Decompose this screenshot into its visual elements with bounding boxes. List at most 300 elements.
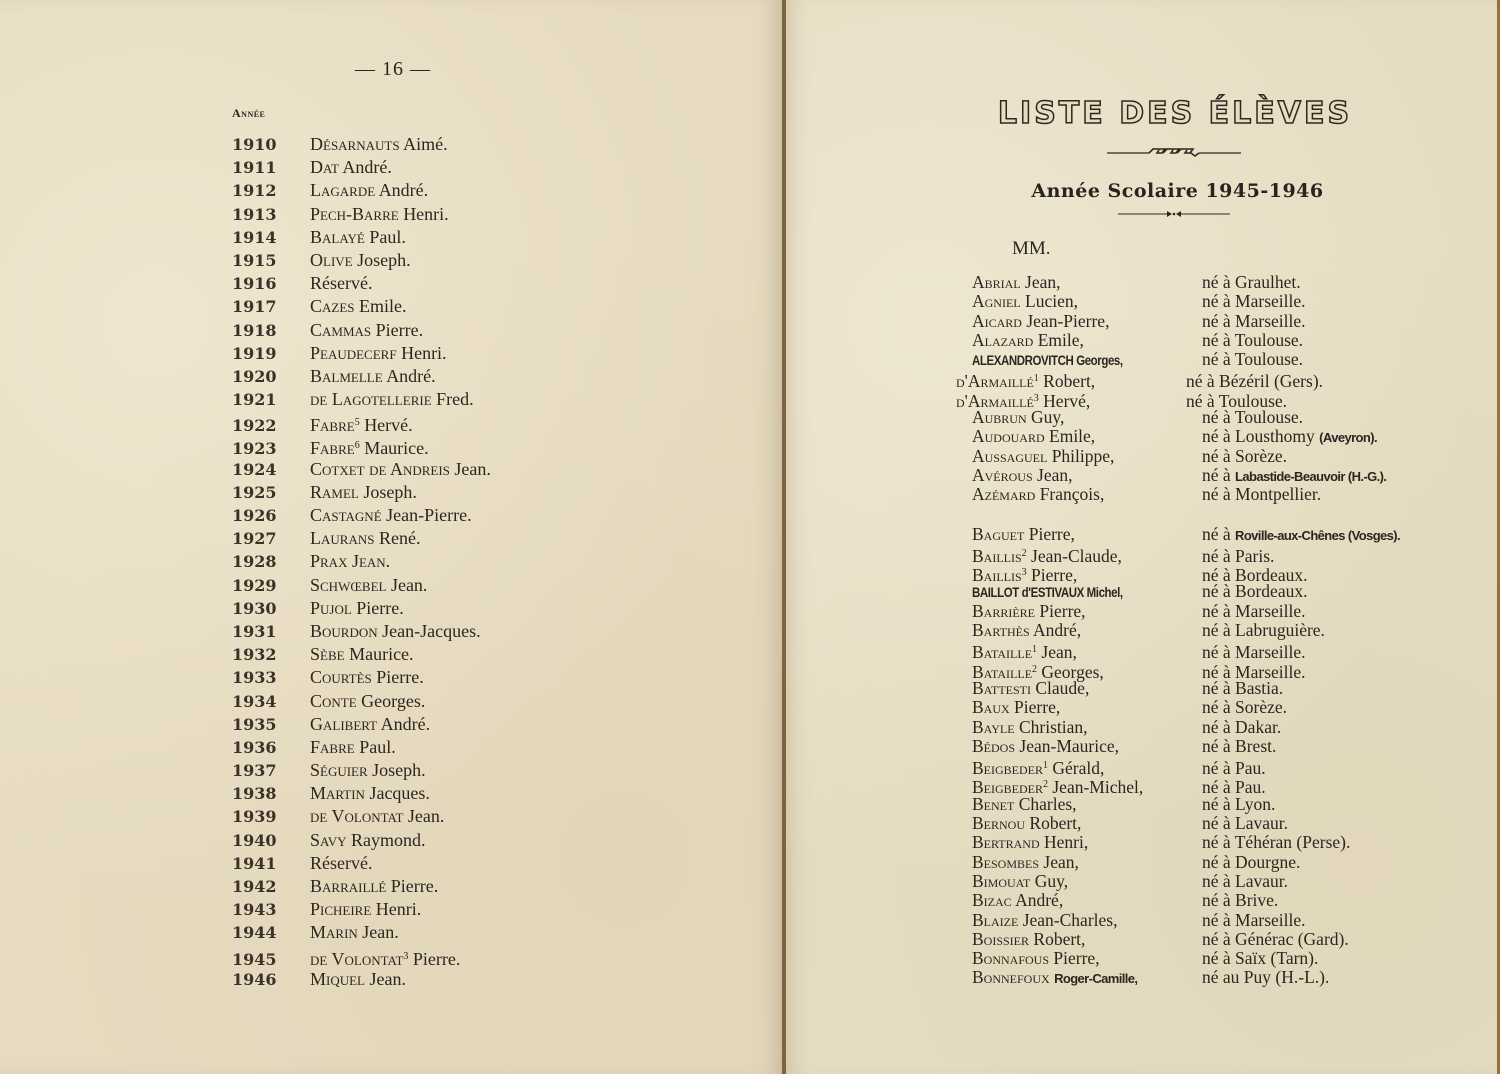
given-name: Robert,: [1033, 928, 1086, 949]
surname: Désarnauts: [310, 134, 400, 154]
born-prefix: né à: [1202, 777, 1231, 798]
student-row: [956, 563, 1416, 586]
year-cell: 1937: [232, 761, 277, 781]
year-cell: 1932: [232, 645, 277, 665]
laureate-row: [232, 249, 552, 272]
name-cell: [310, 179, 428, 202]
student-row: [956, 891, 1416, 910]
surname: d'Armaillé: [956, 371, 1034, 392]
year-cell: 1931: [232, 621, 277, 641]
given-name: André,: [1015, 890, 1064, 911]
surname: Cammas: [310, 319, 372, 340]
surname: Barraillé: [310, 876, 387, 896]
surname: d'Armaillé: [956, 390, 1034, 411]
born-prefix: né à: [1202, 661, 1231, 682]
name-cell: [310, 365, 436, 388]
surname: Bonnafous: [972, 948, 1050, 969]
year-cell: 1946: [232, 969, 277, 989]
student-name: [956, 408, 1202, 427]
surname: Bourdon: [310, 620, 378, 641]
place: Marseille.: [1235, 291, 1306, 312]
rank-superscript: 3: [1033, 392, 1039, 404]
student-row: [956, 814, 1416, 833]
birthplace: [1202, 930, 1349, 949]
given-name: René.: [378, 528, 421, 549]
surname: Barrière: [972, 600, 1036, 621]
given-name: Roger-Camille,: [1054, 971, 1138, 987]
name-cell: [310, 319, 423, 342]
surname: Benet: [972, 793, 1015, 814]
student-name: [956, 485, 1202, 504]
laureate-row: [232, 319, 552, 342]
given-name: André.: [378, 180, 429, 201]
surname: Bayle: [972, 716, 1015, 737]
given-name: Guy,: [1031, 407, 1065, 428]
student-name: [956, 891, 1202, 910]
laureate-row: [232, 388, 552, 411]
surname: Castagné: [310, 505, 382, 525]
born-prefix: né à: [1202, 445, 1231, 466]
given-name: Jean.: [454, 458, 491, 479]
student-row: [956, 949, 1416, 968]
student-name: [956, 582, 1202, 602]
surname: Ramel: [310, 481, 359, 502]
student-row: [956, 911, 1416, 930]
student-row: [956, 331, 1416, 350]
rank-superscript: 1: [1032, 644, 1038, 656]
born-prefix: né à: [1202, 870, 1231, 891]
place: Saïx (Tarn).: [1235, 948, 1319, 969]
laureate-row: [232, 968, 552, 991]
surname: Beigbeder: [972, 758, 1043, 779]
place: Puy (H.-L.).: [1243, 967, 1330, 988]
birthplace: [1202, 872, 1288, 891]
name-cell: [310, 434, 429, 460]
student-name: [956, 737, 1202, 756]
year-cell: 1940: [232, 830, 277, 850]
born-prefix: né à: [1202, 832, 1231, 853]
birthplace: [1202, 621, 1325, 640]
place: Téhéran (Perse).: [1234, 832, 1351, 853]
given-name: Henri.: [375, 899, 422, 920]
surname: Azémard: [972, 484, 1036, 505]
student-name: [956, 795, 1202, 814]
name-cell: [310, 852, 372, 875]
surname: Cazes: [310, 296, 355, 317]
born-prefix: né à: [1202, 890, 1231, 911]
born-prefix: né à: [1202, 565, 1231, 586]
surname: Battesti: [972, 677, 1031, 698]
born-prefix: né à: [1202, 523, 1231, 544]
given-name: Henri.: [403, 203, 449, 224]
birthplace: [1202, 679, 1283, 698]
surname: Alazard: [972, 329, 1034, 350]
student-row: [956, 485, 1416, 504]
year-cell: 1925: [232, 482, 277, 502]
birthplace: [1202, 312, 1306, 331]
name-cell: [310, 156, 392, 179]
surname: Cotxet de Andreis: [310, 458, 450, 479]
year-cell: 1921: [232, 390, 277, 410]
surname: de Lagotellerie: [310, 389, 432, 410]
name-cell: [310, 226, 406, 249]
student-row: [956, 312, 1416, 331]
birthplace: [1202, 814, 1288, 833]
school-year-subtitle: Année Scolaire 1945-1946: [1031, 180, 1324, 202]
place: Générac (Gard).: [1235, 928, 1349, 949]
place: Lyon.: [1235, 793, 1276, 814]
laureate-row: [232, 782, 552, 805]
year-cell: 1929: [232, 575, 277, 595]
name-cell: [310, 597, 404, 620]
given-name: Pierre,: [1028, 523, 1075, 544]
given-name: André,: [1033, 620, 1082, 641]
given-name: André.: [386, 365, 436, 386]
surname: Bizac: [972, 890, 1012, 911]
given-name: Philippe,: [1051, 445, 1115, 466]
laureate-row: [232, 481, 552, 504]
place: Lavaur.: [1235, 870, 1289, 891]
student-row: [956, 408, 1416, 427]
student-row: [956, 582, 1416, 601]
born-prefix: né à: [1202, 948, 1231, 969]
birthplace: [1202, 795, 1275, 814]
given-name: André.: [380, 713, 431, 734]
place: Pau.: [1235, 777, 1266, 798]
birthplace: [1202, 525, 1400, 545]
place: Toulouse.: [1234, 407, 1304, 428]
born-prefix: né à: [1202, 677, 1231, 698]
name-cell: [310, 203, 449, 226]
surname: Peaudecerf: [310, 342, 397, 363]
given-name: Jean,: [1025, 272, 1061, 292]
given-name: Pierre.: [390, 876, 439, 896]
laureate-row: [232, 597, 552, 620]
student-name: [956, 679, 1202, 698]
laureate-row: [232, 133, 552, 156]
place: Marseille.: [1235, 600, 1306, 621]
given-name: Gérald,: [1052, 758, 1105, 779]
laureate-row: [232, 805, 552, 828]
laureate-row: [232, 759, 552, 782]
born-prefix: né à: [1202, 620, 1231, 641]
laureate-row: [232, 527, 552, 550]
laureate-row: [232, 643, 552, 666]
surname: Bonnefoux: [972, 967, 1050, 988]
given-name: Paul.: [369, 226, 406, 247]
name-cell: [310, 481, 417, 504]
born-prefix: né à: [1202, 484, 1231, 505]
born-prefix: né à: [1202, 272, 1231, 292]
place: Marseille.: [1235, 661, 1306, 682]
birthplace: [1202, 582, 1307, 601]
laureate-list: [232, 133, 552, 991]
surname: Dat: [310, 157, 339, 178]
surname: Bataille: [972, 642, 1033, 663]
student-row: [956, 640, 1416, 663]
given-name: Jean-Charles,: [1022, 909, 1118, 930]
given-name: Réservé.: [310, 273, 373, 294]
student-name: [956, 872, 1202, 891]
year-cell: 1941: [232, 853, 277, 873]
given-name: Hervé.: [364, 415, 413, 436]
laureate-row: [232, 550, 552, 573]
student-row: [956, 427, 1416, 446]
birthplace: [1202, 698, 1287, 717]
name-cell: [310, 829, 426, 852]
place: Labruguière.: [1235, 620, 1325, 641]
name-cell: [310, 805, 444, 828]
born-prefix: né à: [1202, 928, 1231, 949]
rank-superscript: 2: [1032, 663, 1038, 675]
surname: Lagarde: [310, 180, 376, 201]
place: Sorèze.: [1235, 697, 1288, 718]
laureate-row: [232, 411, 552, 434]
surname: Bimouat: [972, 870, 1031, 891]
place: Toulouse.: [1218, 390, 1288, 411]
birthplace: [1202, 350, 1303, 369]
given-name: Jean-Jacques.: [382, 620, 481, 641]
given-name: Aimé.: [403, 134, 448, 154]
name-cell: [310, 782, 430, 805]
name-cell: [310, 342, 447, 365]
year-cell: 1945: [232, 949, 277, 969]
birthplace: [1202, 853, 1300, 872]
given-name: Jean,: [1043, 851, 1079, 872]
given-name: Maurice.: [364, 438, 429, 459]
year-column-header: Année: [232, 106, 266, 120]
given-name: Fred.: [436, 389, 474, 410]
birthplace: [1202, 911, 1306, 930]
given-name: Joseph.: [357, 249, 411, 270]
student-row: [956, 718, 1416, 737]
surname: Fabre: [310, 415, 355, 436]
born-prefix: né à: [1202, 642, 1231, 663]
place: Dourgne.: [1235, 851, 1301, 872]
name-cell: [310, 690, 425, 713]
year-cell: 1915: [232, 250, 277, 270]
surname: Galibert: [310, 713, 378, 734]
name-cell: [310, 458, 491, 481]
laureate-row: [232, 203, 552, 226]
student-row: [956, 795, 1416, 814]
place: Lavaur.: [1235, 813, 1289, 834]
surname: Séguier: [310, 760, 368, 781]
student-name: [956, 911, 1202, 930]
student-row: [956, 853, 1416, 872]
birthplace: [1202, 292, 1306, 311]
born-prefix: né à: [1202, 758, 1231, 779]
given-name: Robert,: [1043, 371, 1096, 392]
year-cell: 1912: [232, 181, 277, 201]
year-cell: 1918: [232, 320, 277, 340]
given-name: Georges,: [1041, 661, 1104, 682]
student-row: [956, 466, 1416, 485]
surname: Schwœbel: [310, 574, 387, 595]
given-name: François,: [1039, 484, 1105, 505]
given-name: Jean-Pierre,: [1026, 310, 1110, 331]
place: Toulouse.: [1234, 349, 1304, 370]
place: Toulouse.: [1234, 329, 1304, 350]
student-row: [956, 621, 1416, 640]
student-name: [956, 718, 1202, 737]
rank-superscript: 3: [1021, 567, 1027, 579]
student-name: [956, 350, 1202, 370]
laureate-row: [232, 829, 552, 852]
birthplace: [1202, 602, 1306, 621]
year-cell: 1927: [232, 529, 277, 549]
year-cell: 1910: [232, 135, 277, 154]
given-name: Henri.: [401, 342, 447, 363]
year-cell: 1913: [232, 204, 277, 224]
student-row: [956, 273, 1416, 292]
born-prefix: né à: [1202, 291, 1231, 312]
student-surname-given: [972, 583, 1123, 602]
name-cell: [310, 388, 474, 411]
birthplace: [1202, 485, 1321, 504]
surname: Martin: [310, 783, 365, 804]
place-note: (Aveyron).: [1319, 430, 1377, 446]
laureate-row: [232, 690, 552, 713]
born-prefix: né à: [1202, 697, 1231, 718]
student-name: [956, 447, 1202, 466]
surname: Courtès: [310, 667, 372, 688]
given-name: Pierre.: [356, 597, 404, 618]
surname: Sèbe: [310, 644, 345, 665]
student-name: [956, 602, 1202, 621]
born-prefix: né à: [1202, 716, 1231, 737]
given-name: Christian,: [1018, 716, 1088, 737]
laureate-row: [232, 574, 552, 597]
year-cell: 1911: [232, 158, 277, 178]
laureate-row: [232, 434, 552, 457]
given-name: Jean.: [390, 574, 428, 595]
student-row: [956, 872, 1416, 891]
student-name: [956, 312, 1202, 331]
born-prefix: né à: [1202, 407, 1231, 428]
year-cell: 1934: [232, 691, 277, 711]
born-prefix: né à: [1202, 545, 1231, 566]
surname: Prax Jean.: [310, 551, 391, 572]
surname: Miquel: [310, 968, 365, 989]
student-row: [956, 775, 1416, 798]
laureate-row: [232, 620, 552, 643]
name-cell: [310, 527, 420, 550]
name-cell: [310, 666, 424, 689]
place: Labastide-Beauvoir (H.-G.).: [1235, 468, 1387, 484]
student-row: [956, 350, 1416, 369]
birthplace: [1202, 427, 1377, 447]
given-name: Maurice.: [349, 644, 414, 665]
laureate-row: [232, 875, 552, 898]
birthplace: [1202, 891, 1278, 910]
birthplace: [1202, 759, 1266, 778]
given-name: Jacques.: [369, 783, 430, 804]
student-row: [956, 833, 1416, 852]
born-prefix: né à: [1202, 851, 1231, 872]
born-prefix: né à: [1186, 371, 1215, 392]
place: Pau.: [1235, 758, 1266, 779]
given-name: Emile,: [1049, 426, 1096, 447]
given-name: Paul.: [359, 736, 396, 757]
name-cell: [310, 504, 472, 527]
student-row: [956, 679, 1416, 698]
place: Bézéril (Gers).: [1219, 371, 1324, 392]
surname: Picheire: [310, 899, 372, 920]
birthplace: [1202, 833, 1350, 852]
student-row: [956, 602, 1416, 621]
surname: BAILLOT d'ESTIVAUX: [972, 584, 1084, 601]
year-cell: 1916: [232, 274, 277, 294]
name-cell: [310, 411, 413, 437]
born-prefix: né au: [1202, 967, 1240, 988]
place: Graulhet.: [1235, 272, 1301, 292]
birthplace: [1202, 737, 1276, 756]
place: Bordeaux.: [1235, 581, 1308, 602]
surname: Baux: [972, 697, 1010, 718]
born-prefix: né à: [1186, 390, 1215, 411]
given-name: Pierre,: [1014, 697, 1061, 718]
birthplace: [1186, 372, 1323, 391]
student-name: [956, 833, 1202, 852]
birthplace: [1202, 968, 1329, 987]
place: Marseille.: [1235, 909, 1306, 930]
name-cell: [310, 875, 438, 898]
given-name: Georges.: [361, 690, 426, 711]
surname: Balmelle: [310, 365, 383, 386]
birthplace: [1202, 949, 1318, 968]
given-name: Jean-Claude,: [1031, 545, 1122, 566]
laureate-row: [232, 342, 552, 365]
given-name: Jean.: [362, 922, 399, 943]
surname: Laurans: [310, 528, 375, 549]
student-name: [956, 292, 1202, 311]
name-cell: [310, 898, 421, 921]
place: Brest.: [1235, 735, 1277, 756]
rank-superscript: 2: [1021, 547, 1027, 559]
born-prefix: né à: [1202, 600, 1231, 621]
student-name: [956, 930, 1202, 949]
student-row: [956, 389, 1416, 411]
laureate-row: [232, 898, 552, 921]
given-name: Robert,: [1029, 813, 1082, 834]
name-cell: [310, 249, 411, 272]
given-name: Pierre,: [1039, 600, 1086, 621]
given-name: Pierre,: [1031, 565, 1078, 586]
place: Marseille.: [1235, 642, 1306, 663]
given-name: Joseph.: [363, 481, 417, 502]
student-name: [956, 427, 1202, 446]
place: Roville-aux-Chênes (Vosges).: [1235, 527, 1401, 543]
laureate-row: [232, 504, 552, 527]
surname: Avérous: [972, 464, 1033, 485]
laureate-row: [232, 736, 552, 759]
laureate-row: [232, 713, 552, 736]
surname: Bernou: [972, 813, 1026, 834]
student-name: [956, 466, 1202, 485]
surname: Barthès: [972, 620, 1030, 641]
name-cell: [310, 133, 448, 156]
given-name: Pierre,: [1053, 948, 1100, 969]
place: Lousthomy: [1235, 426, 1315, 447]
student-name: [956, 698, 1202, 717]
surname: Aubrun: [972, 407, 1027, 428]
student-list: [956, 273, 1416, 988]
birthplace: [1202, 718, 1281, 737]
rank-superscript: 3: [403, 950, 409, 962]
surname: de Volontat: [310, 948, 404, 969]
student-row: [956, 660, 1416, 682]
